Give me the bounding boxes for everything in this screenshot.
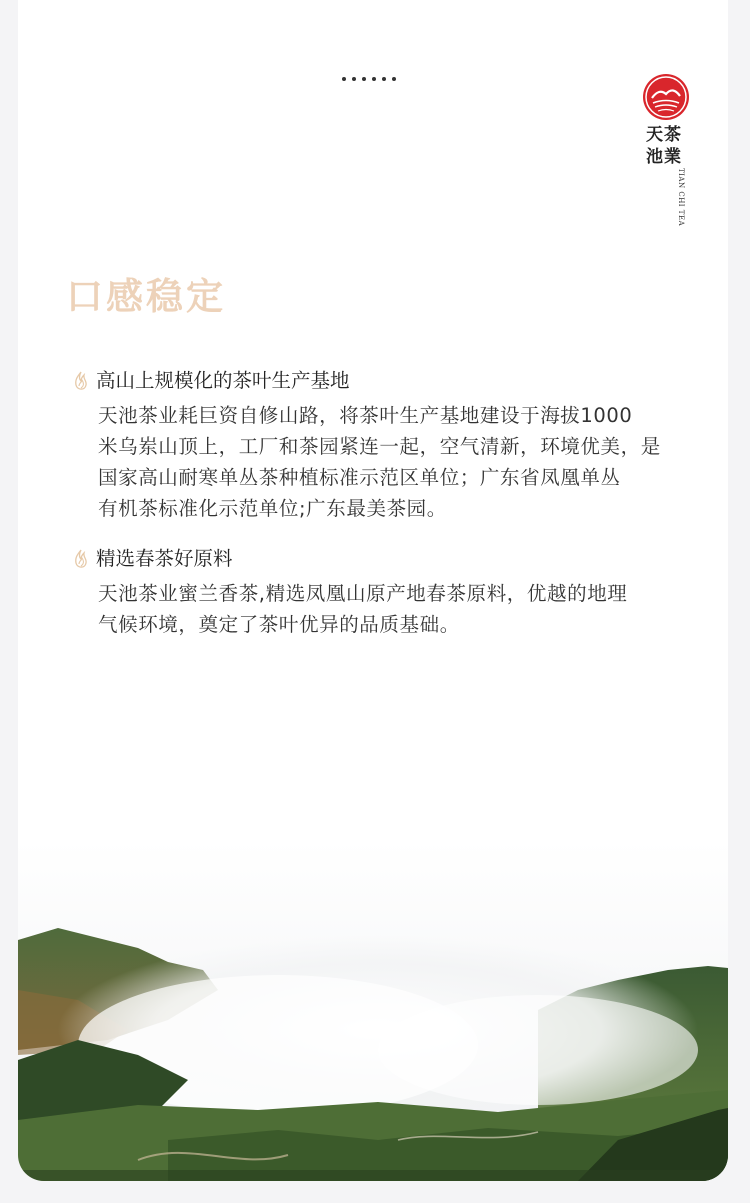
section-body <box>70 578 690 640</box>
section-title-text: 精选春茶好原料 <box>96 547 233 570</box>
page-indicator-dots <box>342 77 396 81</box>
body-line: 天池茶业耗巨资自修山路，将茶叶生产基地建设于海拔1000 <box>98 404 633 427</box>
mountain-tea-garden-photo <box>18 840 728 1181</box>
section-spring-tea <box>70 544 690 640</box>
flame-icon <box>72 371 90 393</box>
section-title <box>70 544 690 574</box>
section-production-base <box>70 366 690 524</box>
flame-icon <box>72 549 90 571</box>
brand-emblem-icon <box>643 74 689 120</box>
body-line: 气候环境，奠定了茶叶优异的品质基础。 <box>98 613 460 636</box>
body-line: 有机茶标准化示范单位;广东最美茶园。 <box>98 497 447 520</box>
section-title <box>70 366 690 396</box>
body-line: 天池茶业蜜兰香茶,精选凤凰山原产地春茶原料，优越的地理 <box>98 582 628 605</box>
section-body <box>70 400 690 524</box>
body-line: 国家高山耐寒单丛茶种植标准示范区单位；广东省凤凰单丛 <box>98 466 621 489</box>
brand-name-zh <box>646 124 690 168</box>
body-line: 米乌岽山顶上，工厂和茶园紧连一起，空气清新，环境优美，是 <box>98 435 661 458</box>
content-card <box>18 0 728 1181</box>
section-title-text: 高山上规模化的茶叶生产基地 <box>96 369 350 392</box>
page-title: 口感稳定 <box>66 275 226 318</box>
brand-name-line1: 天茶 <box>646 125 682 145</box>
brand-name-en: TIAN CHI TEA <box>677 168 685 227</box>
brand-logo <box>643 74 693 227</box>
brand-name-line2: 池業 <box>646 147 682 167</box>
